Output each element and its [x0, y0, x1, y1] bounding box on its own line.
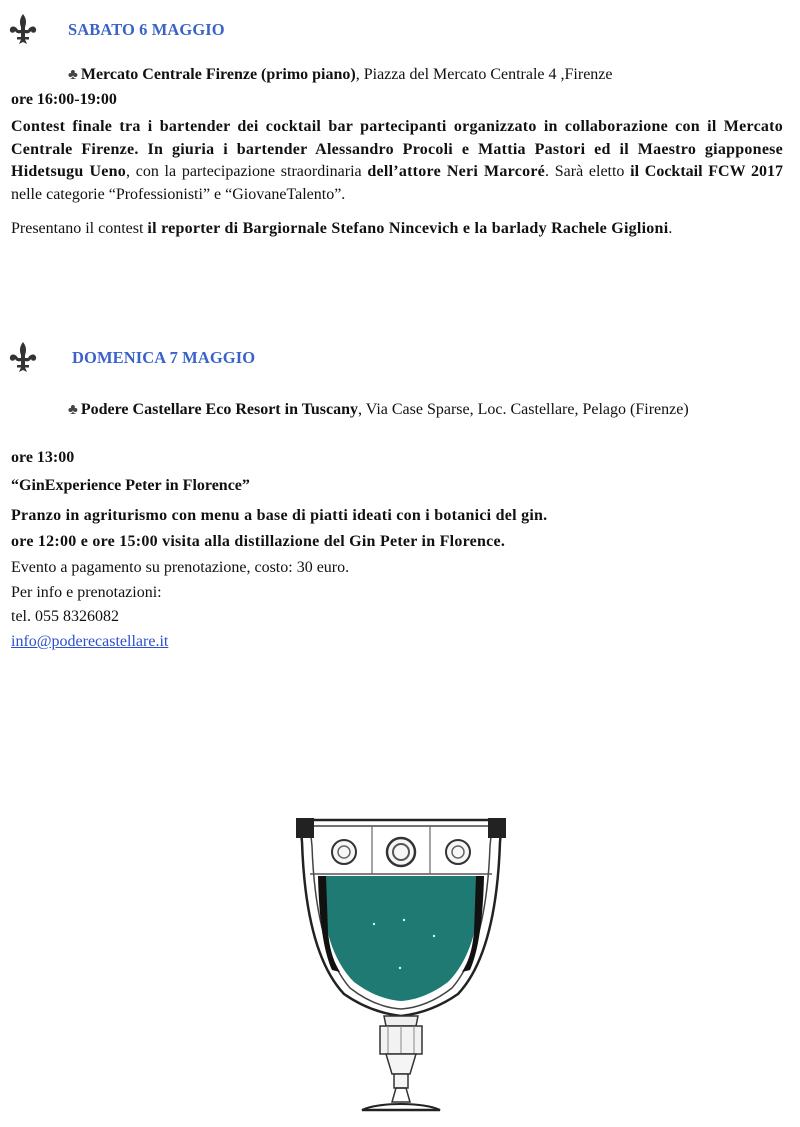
day1-venue-name: Mercato Centrale Firenze (primo piano) — [80, 66, 356, 83]
day2-section — [0, 340, 800, 670]
email-link[interactable]: info@poderecastellare.it — [11, 633, 169, 650]
day2-time: ore 13:00 — [11, 449, 75, 466]
day1-presenters — [11, 218, 783, 241]
day1-description — [11, 116, 783, 206]
day1-description-bold2: dell’attore Neri Marcoré — [367, 163, 546, 180]
day1-section — [0, 12, 800, 272]
day2-event-name: “GinExperience Peter in Florence” — [11, 477, 250, 494]
day1-presenters-bold: il reporter di Bargiornale Stefano Nincevich e la barlady Rachele Giglioni — [147, 220, 669, 237]
day2-venue — [68, 400, 783, 420]
day1-title: SABATO 6 MAGGIO — [68, 20, 225, 39]
day2-cost: Evento a pagamento su prenotazione, costo: 30 euro. — [11, 559, 350, 576]
fleur-de-lis-icon — [8, 340, 38, 374]
day2-email-line — [11, 631, 168, 653]
gin-glass-illustration — [288, 812, 514, 1120]
day1-header — [0, 12, 800, 52]
day2-lunch: Pranzo in agriturismo con menu a base di piatti ideati con i botanici del gin. — [11, 507, 548, 524]
day2-header — [0, 340, 800, 380]
club-icon: ♣ — [68, 402, 78, 418]
day1-venue — [68, 65, 783, 85]
day2-venue-name: Podere Castellare Eco Resort in Tuscany — [80, 401, 359, 418]
day1-description-bold: Contest finale tra i bartender dei cocktail bar partecipanti organizzato in collaborazione con il Mercato Centrale Firenze. In giuria i bartender Alessandro Procoli e Mattia Pastori ed il Maestro giapponese Hidetsugu Ueno — [11, 118, 783, 180]
day2-title: DOMENICA 7 MAGGIO — [72, 348, 256, 367]
day1-time: ore 16:00-19:00 — [11, 91, 117, 108]
day1-venue-address: , Piazza del Mercato Centrale 4 ,Firenze — [355, 66, 613, 83]
day2-visit: ore 12:00 e ore 15:00 visita alla distillazione del Gin Peter in Florence. — [11, 533, 506, 550]
day2-phone: tel. 055 8326082 — [11, 608, 119, 625]
day1-description-plain3: nelle categorie “Professionisti” e “GiovaneTalento”. — [11, 185, 346, 203]
day1-presenters-end: . — [668, 220, 673, 237]
club-icon: ♣ — [68, 67, 78, 83]
day2-info-label: Per info e prenotazioni: — [11, 584, 162, 601]
day1-presenters-plain: Presentano il contest — [11, 220, 148, 237]
day1-description-plain2: . Sarà eletto — [545, 163, 631, 180]
day1-description-bold3: il Cocktail FCW 2017 — [630, 163, 784, 180]
fleur-de-lis-icon — [8, 12, 38, 46]
day1-description-plain1: , con la partecipazione straordinaria — [126, 163, 368, 180]
day2-venue-address: , Via Case Sparse, Loc. Castellare, Pelago (Firenze) — [358, 401, 689, 418]
